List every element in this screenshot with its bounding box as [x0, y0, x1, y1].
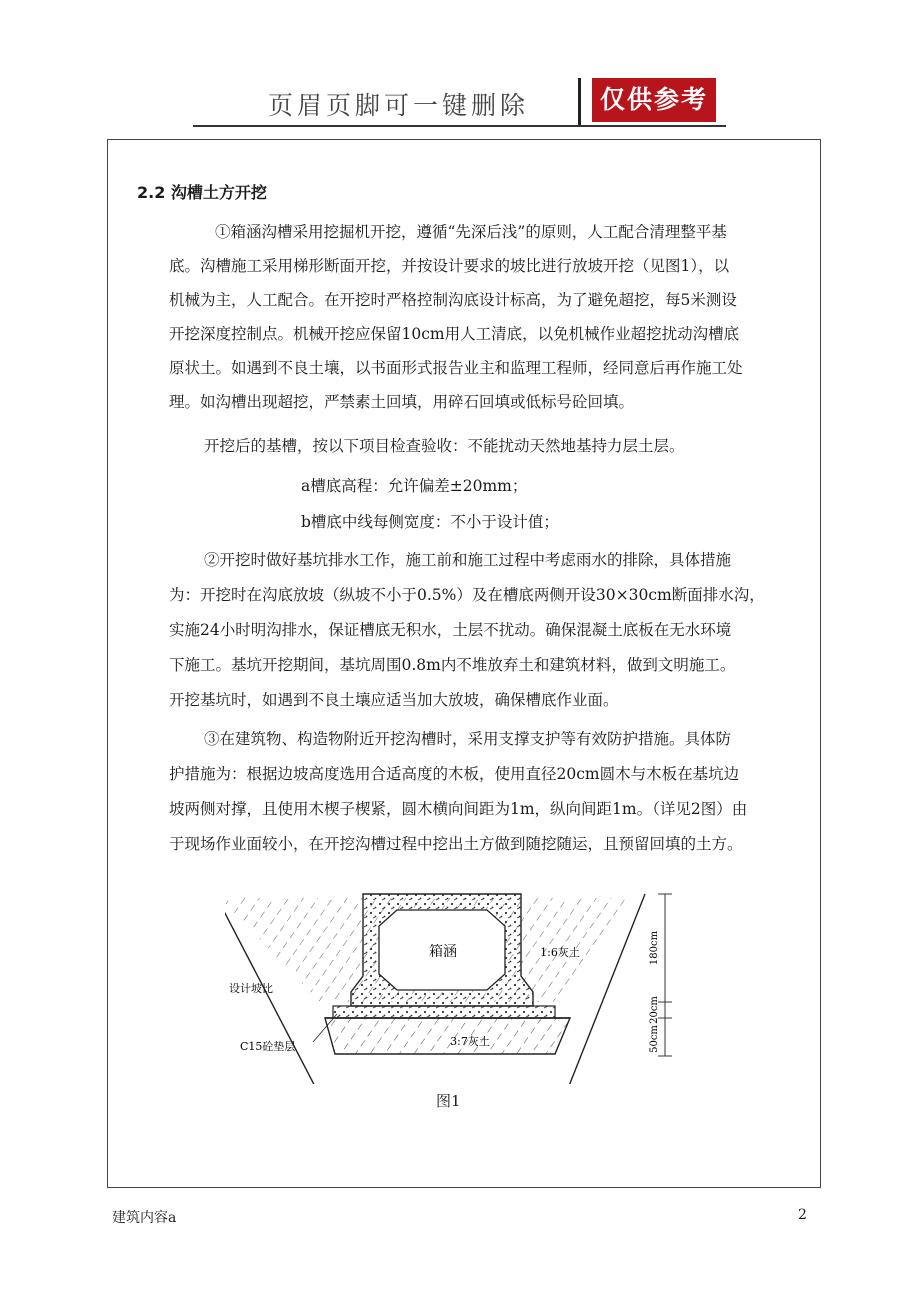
reference-badge: 仅供参考 — [592, 78, 716, 122]
paragraph-line: 理。如沟槽出现超挖，严禁素土回填，用碎石回填或低标号砼回填。 — [169, 393, 635, 411]
paragraph-line: 于现场作业面较小，在开挖沟槽过程中挖出土方做到随挖随运，且预留回填的土方。 — [169, 835, 743, 853]
paragraph-line: 底。沟槽施工采用梯形断面开挖，并按设计要求的坡比进行放坡开挖（见图1），以 — [169, 257, 730, 275]
label-base-lime-soil: 3:7灰土 — [450, 1035, 490, 1048]
section-title: 2.2 沟槽土方开挖 — [137, 183, 267, 202]
paragraph-line: 实施24小时明沟排水，保证槽底无积水，土层不扰动。确保混凝土底板在无水环境 — [169, 621, 732, 639]
dimension-20cm: 20cm — [649, 996, 660, 1024]
paragraph-line: ②开挖时做好基坑排水工作，施工前和施工过程中考虑雨水的排除，具体措施 — [204, 551, 732, 569]
paragraph-line: 护措施为：根据边坡高度选用合适高度的木板，使用直径20cm圆木与木板在基坑边 — [169, 765, 740, 783]
dimension-180cm: 180cm — [649, 930, 660, 966]
paragraph-line: 开挖深度控制点。机械开挖应保留10cm用人工清底，以免机械作业超挖扰动沟槽底 — [169, 325, 740, 343]
paragraph-line: 开挖后的基槽，按以下项目检查验收：不能扰动天然地基持力层土层。 — [204, 437, 685, 455]
dimension-50cm: 50cm — [649, 1025, 660, 1053]
page-number: 2 — [798, 1207, 807, 1223]
dimension-line — [658, 894, 672, 1056]
header-rule — [193, 125, 726, 127]
paragraph-line: 为：开挖时在沟底放坡（纵坡不小于0.5%）及在槽底两侧开设30×30cm断面排水沟， — [169, 586, 765, 604]
paragraph-line: ①箱涵沟槽采用挖掘机开挖，遵循“先深后浅”的原则，人工配合清理整平基 — [215, 223, 727, 241]
check-item-b: b槽底中线每侧宽度：不小于设计值； — [301, 513, 559, 531]
figure-trench-section — [225, 884, 695, 1084]
footer-text: 建筑内容a — [112, 1210, 177, 1226]
paragraph-line: 原状土。如遇到不良土壤，以书面形式报告业主和监理工程师，经同意后再作施工处 — [169, 359, 743, 377]
label-c15-cushion: C15砼垫层 — [240, 1040, 296, 1053]
paragraph-line: ③在建筑物、构造物附近开挖沟槽时，采用支撑支护等有效防护措施。具体防 — [204, 730, 732, 748]
label-box-culvert: 箱涵 — [429, 944, 457, 960]
header-divider — [578, 78, 581, 126]
figure-caption: 图1 — [436, 1092, 461, 1110]
c15-cushion-layer — [333, 1006, 555, 1018]
paragraph-line: 坡两侧对撑，且使用木楔子楔紧，圆木横向间距为1m，纵向间距1m。（详见2图）由 — [169, 800, 748, 818]
paragraph-line: 机械为主，人工配合。在开挖时严格控制沟底设计标高，为了避免超挖，每5米测设 — [169, 291, 737, 309]
label-design-slope: 设计坡比 — [229, 982, 273, 995]
paragraph-line: 下施工。基坑开挖期间，基坑周围0.8m内不堆放弃土和建筑材料，做到文明施工。 — [169, 656, 736, 674]
check-item-a: a槽底高程：允许偏差±20mm； — [301, 477, 528, 495]
base-lime-soil — [325, 1018, 570, 1054]
paragraph-line: 开挖基坑时，如遇到不良土壤应适当加大放坡，确保槽底作业面。 — [169, 691, 619, 709]
label-lime-soil-1-6: 1:6灰土 — [540, 946, 580, 959]
header-text: 页眉页脚可一键删除 — [268, 91, 530, 120]
